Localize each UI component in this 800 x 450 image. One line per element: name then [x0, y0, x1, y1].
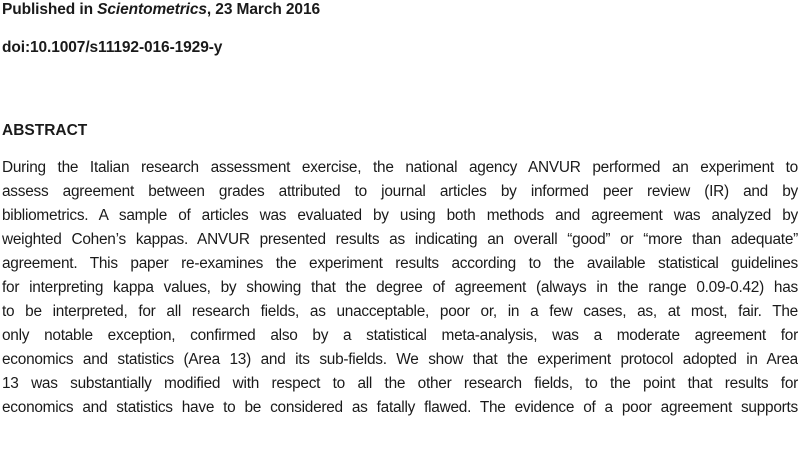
- publication-info: [2, 1, 320, 19]
- abstract-line: weighted Cohen’s kappas. ANVUR presented results as indicating an overall “good” or “more than adequate”: [2, 231, 798, 248]
- abstract-line: economics and statistics have to be considered as fatally flawed. The evidence of a poor agreement supports: [2, 399, 798, 416]
- abstract-line: agreement. This paper re-examines the experiment results according to the available statistical guidelines: [2, 255, 798, 272]
- journal-name: Scientometrics: [97, 1, 207, 18]
- abstract-line: bibliometrics. A sample of articles was evaluated by using both methods and agreement was analyzed by: [2, 207, 798, 224]
- publication-date: , 23 March 2016: [206, 1, 320, 18]
- abstract-body: [2, 156, 798, 420]
- abstract-line: During the Italian research assessment exercise, the national agency ANVUR performed an experiment to: [2, 159, 798, 176]
- doi: doi:10.1007/s11192-016-1929-y: [2, 39, 223, 56]
- abstract-line: economics and statistics (Area 13) and its sub-fields. We show that the experiment protocol adopted in Area: [2, 351, 798, 368]
- abstract-heading: ABSTRACT: [2, 122, 88, 139]
- published-prefix: Published in: [2, 1, 98, 18]
- abstract-line: only notable exception, confirmed also by a statistical meta-analysis, was a moderate agreement for: [2, 327, 798, 344]
- abstract-line: for interpreting kappa values, by showing that the degree of agreement (always in the range 0.09-0.42) has: [2, 279, 798, 296]
- abstract-line: to be interpreted, for all research fields, as unacceptable, poor or, in a few cases, as, at most, fair. The: [2, 303, 798, 320]
- abstract-line: 13 was substantially modified with respect to all the other research fields, to the point that results for: [2, 375, 798, 392]
- abstract-line: assess agreement between grades attributed to journal articles by informed peer review (IR) and by: [2, 183, 798, 200]
